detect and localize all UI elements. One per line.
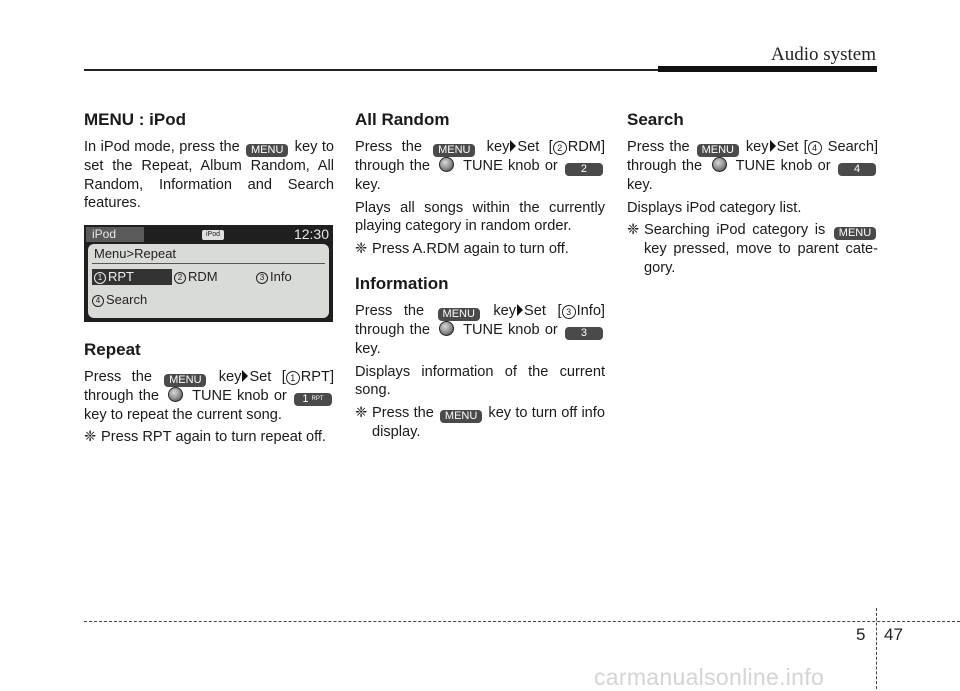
lcd-ipod-badge: iPod: [202, 230, 224, 240]
footer-rule: [84, 621, 960, 622]
information-description: Displays information of the current song.: [355, 363, 605, 398]
lcd-option-info: 3 Info: [256, 269, 292, 285]
lcd-tab: iPod: [86, 227, 144, 242]
arrow-right-icon: [517, 304, 523, 316]
key-4-icon: 4: [838, 163, 876, 176]
circled-number-icon: 1: [286, 371, 300, 385]
search-heading: Search: [627, 110, 684, 129]
repeat-heading: Repeat: [84, 339, 141, 359]
ipod-lcd-screen: [84, 225, 333, 322]
rpt-key-icon: 1 $^{RPT}$: [294, 393, 332, 406]
note-mark-icon: ❈: [627, 222, 640, 238]
tune-knob-icon: [439, 321, 454, 336]
lcd-option-rdm: 2 RDM: [174, 269, 218, 285]
all-random-instructions: Press the MENU key Set [ 2 RDM] through the TUNE knob or 2 key.: [355, 139, 605, 193]
tune-knob-icon: [439, 157, 454, 172]
section-title: Audio system: [770, 44, 876, 65]
page-number: 47: [884, 625, 903, 644]
chapter-number: 5: [856, 625, 866, 644]
menu-ipod-heading: MENU : iPod: [84, 110, 186, 129]
menu-key-icon: MENU: [246, 144, 288, 157]
lcd-option-search: 4 Search: [92, 292, 147, 308]
arrow-right-icon: [770, 140, 776, 152]
all-random-note: ❈ Press A.RDM again to turn off.: [355, 240, 569, 257]
tune-knob-icon: [168, 387, 183, 402]
circled-number-icon: 3: [562, 305, 576, 319]
watermark: carmanualsonline.info: [594, 664, 825, 690]
lcd-menu-panel: [88, 244, 329, 318]
note-mark-icon: ❈: [355, 404, 368, 421]
menu-key-icon: MENU: [438, 308, 480, 321]
menu-key-icon: MENU: [164, 374, 206, 387]
menu-key-icon: MENU: [834, 227, 876, 240]
header-bar: [658, 66, 877, 72]
arrow-right-icon: [510, 140, 516, 152]
lcd-option-rpt: 1 RPT: [92, 269, 172, 285]
information-note: ❈ Press the MENU key to turn off info display.: [355, 404, 605, 440]
arrow-right-icon: [242, 370, 248, 382]
circled-number-icon: 2: [553, 141, 567, 155]
key-3-icon: 3: [565, 327, 603, 340]
repeat-note: ❈ Press RPT again to turn repeat off.: [84, 429, 326, 445]
menu-key-icon: MENU: [433, 144, 475, 157]
repeat-instructions: Press the MENU key Set [ 1 RPT] through the TUNE knob or 1 $^{RPT}$ key to repeat the current song.: [84, 368, 335, 423]
all-random-heading: All Random: [355, 110, 450, 129]
column-2: [355, 110, 605, 441]
information-instructions: Press the MENU key Set [ 3 Info] through the TUNE knob or 3 key.: [355, 303, 605, 357]
lcd-clock: 12:30: [293, 225, 329, 242]
column-1: [84, 110, 334, 447]
key-2-icon: 2: [565, 163, 603, 176]
lcd-menu-title: Menu>Repeat: [94, 245, 177, 261]
search-note: ❈ Searching iPod category is MENU key pressed, move to parent cate-gory.: [627, 222, 878, 276]
note-mark-icon: ❈: [84, 429, 97, 445]
search-instructions: Press the MENU key Set [ 4 Search] through the TUNE knob or 4 key.: [627, 139, 879, 193]
page-number-separator: [876, 608, 877, 689]
lcd-title-divider: [92, 263, 325, 264]
tune-knob-icon: [712, 157, 727, 172]
search-description: Displays iPod category list.: [627, 199, 802, 216]
information-heading: Information: [355, 274, 449, 293]
header-rule: [84, 69, 660, 71]
menu-key-icon: MENU: [440, 410, 482, 423]
circled-number-icon: 4: [808, 141, 822, 155]
menu-key-icon: MENU: [697, 144, 739, 157]
column-3: [627, 110, 878, 277]
all-random-description: Plays all songs within the currently playing category in random order.: [355, 199, 605, 234]
menu-ipod-intro: In iPod mode, press the MENU key to set the Repeat, Album Random, All Random, Information and Search features.: [84, 139, 335, 211]
note-mark-icon: ❈: [355, 240, 368, 257]
